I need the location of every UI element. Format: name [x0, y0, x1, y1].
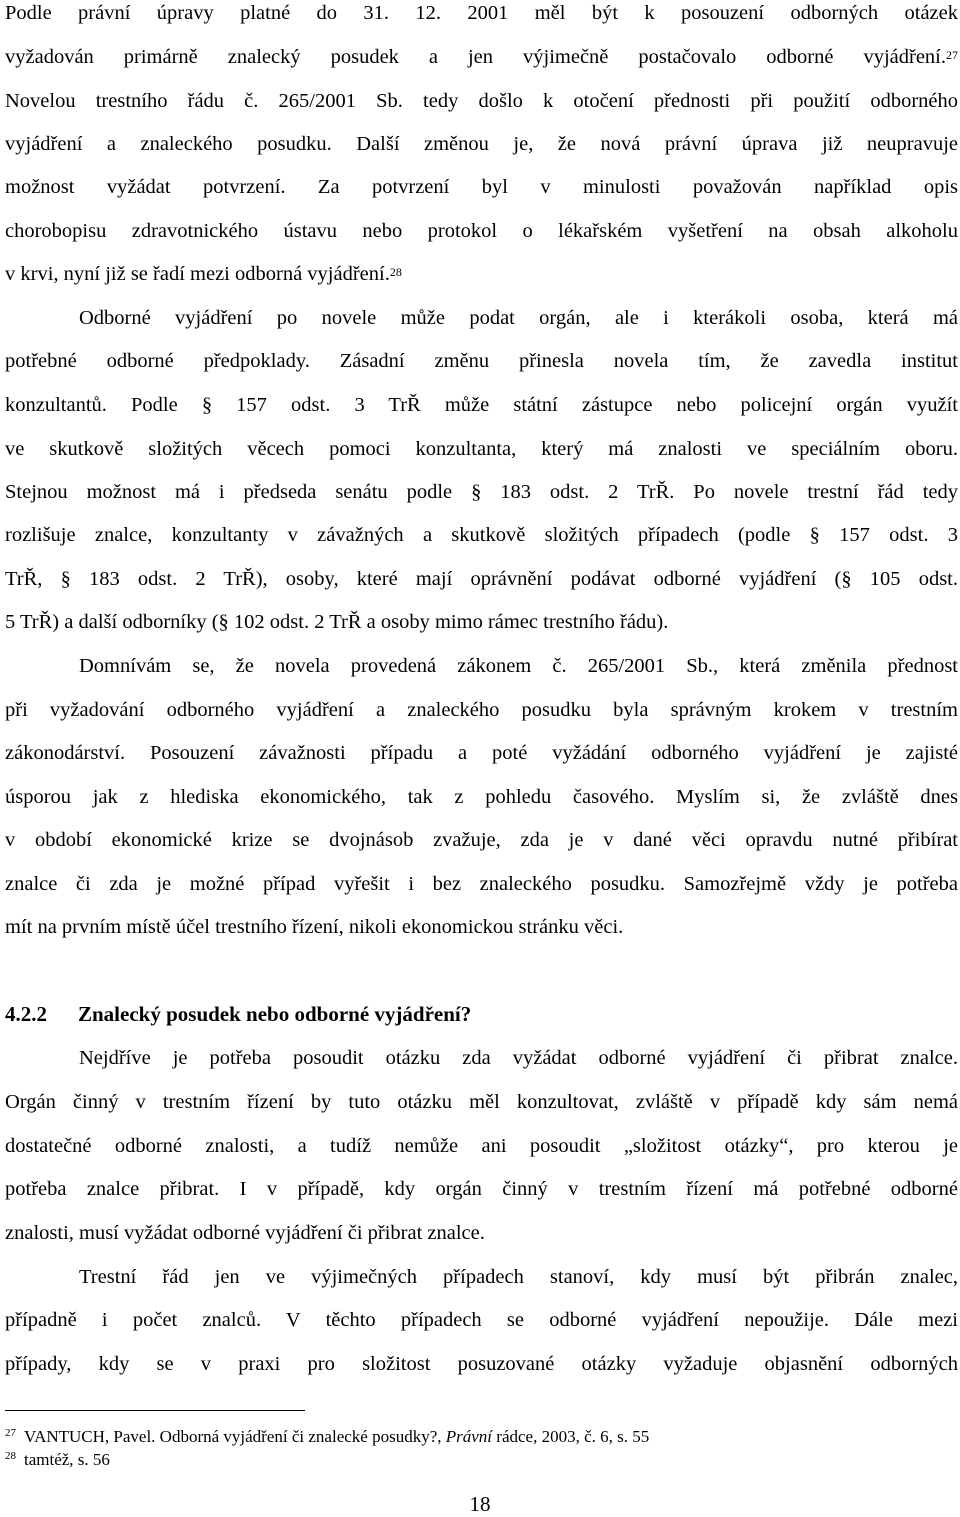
- section-heading: [5, 1001, 471, 1027]
- text-fragment: v krvi, nyní již se řadí mezi odborná vyjádření.: [5, 263, 390, 285]
- footnote-italic: Právní: [445, 1427, 493, 1446]
- text-line: znalce či zda je možné případ vyřešit i bez znaleckého posudku. Samozřejmě vždy je potřeba: [5, 873, 958, 895]
- text-line: Novelou trestního řádu č. 265/2001 Sb. tedy došlo k otočení přednosti při použití odborného: [5, 90, 958, 112]
- text-line: konzultantů. Podle § 157 odst. 3 TrŘ může státní zástupce nebo policejní orgán využít: [5, 394, 958, 416]
- section-title: Znalecký posudek nebo odborné vyjádření?: [78, 1002, 472, 1026]
- text-line: Podle právní úpravy platné do 31. 12. 2001 měl být k posouzení odborných otázek: [5, 2, 958, 24]
- footnote-text: VANTUCH, Pavel. Odborná vyjádření či znalecké posudky?,: [24, 1427, 446, 1446]
- section-number: 4.2.2: [5, 1002, 47, 1026]
- text-line: v období ekonomické krize se dvojnásob zvažuje, zda je v dané věci opravdu nutné přibírat: [5, 829, 958, 851]
- text-line: Trestní řád jen ve výjimečných případech stanoví, kdy musí být přibrán znalec,: [79, 1266, 958, 1288]
- text-line: potřeba znalce přibrat. I v případě, kdy orgán činný v trestním řízení má potřebné odborné: [5, 1178, 958, 1200]
- text-line: [5, 44, 958, 70]
- text-line: ve skutkově složitých věcech pomoci konzultanta, který má znalosti ve speciálním oboru.: [5, 438, 958, 460]
- text-line: mít na prvním místě účel trestního řízení, nikoli ekonomickou stránku věci.: [5, 916, 624, 938]
- text-line: případně i počet znalců. V těchto případech se odborné vyjádření nepoužije. Dále mezi: [5, 1309, 958, 1331]
- footnote: [5, 1427, 649, 1447]
- text-line: chorobopisu zdravotnického ústavu nebo protokol o lékařském vyšetření na obsah alkoholu: [5, 220, 958, 242]
- text-line: případy, kdy se v praxi pro složitost posuzované otázky vyžaduje objasnění odborných: [5, 1353, 958, 1375]
- text-line: TrŘ, § 183 odst. 2 TrŘ), osoby, které mají oprávnění podávat odborné vyjádření (§ 105 odst.: [5, 568, 958, 590]
- text-line: Odborné vyjádření po novele může podat orgán, ale i kterákoli osoba, která má: [79, 307, 958, 329]
- footnote-ref: 27: [946, 48, 958, 62]
- text-line: zákonodárství. Posouzení závažnosti případu a poté vyžádání odborného vyjádření je zajisté: [5, 742, 958, 764]
- text-line: vyjádření a znaleckého posudku. Další změnou je, že nová právní úprava již neupravuje: [5, 133, 958, 155]
- text-fragment: vyžadován primárně znalecký posudek a jen výjimečně postačovalo odborné vyjádření.: [5, 46, 946, 68]
- text-line: úsporou jak z hlediska ekonomického, tak z pohledu časového. Myslím si, že zvláště dnes: [5, 786, 958, 808]
- text-line: 5 TrŘ) a další odborníky (§ 102 odst. 2 TrŘ a osoby mimo rámec trestního řádu).: [5, 611, 669, 633]
- footnote-number: 28: [5, 1450, 16, 1462]
- text-line: potřebné odborné předpoklady. Zásadní změnu přinesla novela tím, že zavedla institut: [5, 350, 958, 372]
- footnote-text: rádce, 2003, č. 6, s. 55: [492, 1427, 650, 1446]
- page-number: 18: [469, 1492, 491, 1516]
- footnote-number: 27: [5, 1427, 16, 1439]
- text-line: Domnívám se, že novela provedená zákonem č. 265/2001 Sb., která změnila přednost: [79, 655, 958, 677]
- text-line: [5, 261, 958, 287]
- footnote-ref: 28: [389, 265, 402, 279]
- text-line: při vyžadování odborného vyjádření a znaleckého posudku byla správným krokem v trestním: [5, 699, 958, 721]
- text-line: Orgán činný v trestním řízení by tuto otázku měl konzultovat, zvláště v případě kdy sám nemá: [5, 1091, 958, 1113]
- text-line: dostatečné odborné znalosti, a tudíž nemůže ani posoudit „složitost otázky“, pro kterou je: [5, 1135, 958, 1157]
- footnote-separator: [5, 1410, 305, 1411]
- text-line: rozlišuje znalce, konzultanty v závažných a skutkově složitých případech (podle § 157 odst. 3: [5, 524, 958, 546]
- text-line: Nejdříve je potřeba posoudit otázku zda vyžádat odborné vyjádření či přibrat znalce.: [79, 1047, 958, 1069]
- footnote: [5, 1450, 110, 1470]
- text-line: znalosti, musí vyžádat odborné vyjádření či přibrat znalce.: [5, 1222, 485, 1244]
- footnote-text: tamtéž, s. 56: [24, 1450, 110, 1469]
- text-line: možnost vyžádat potvrzení. Za potvrzení byl v minulosti považován například opis: [5, 176, 958, 198]
- text-line: Stejnou možnost má i předseda senátu podle § 183 odst. 2 TrŘ. Po novele trestní řád tedy: [5, 481, 958, 503]
